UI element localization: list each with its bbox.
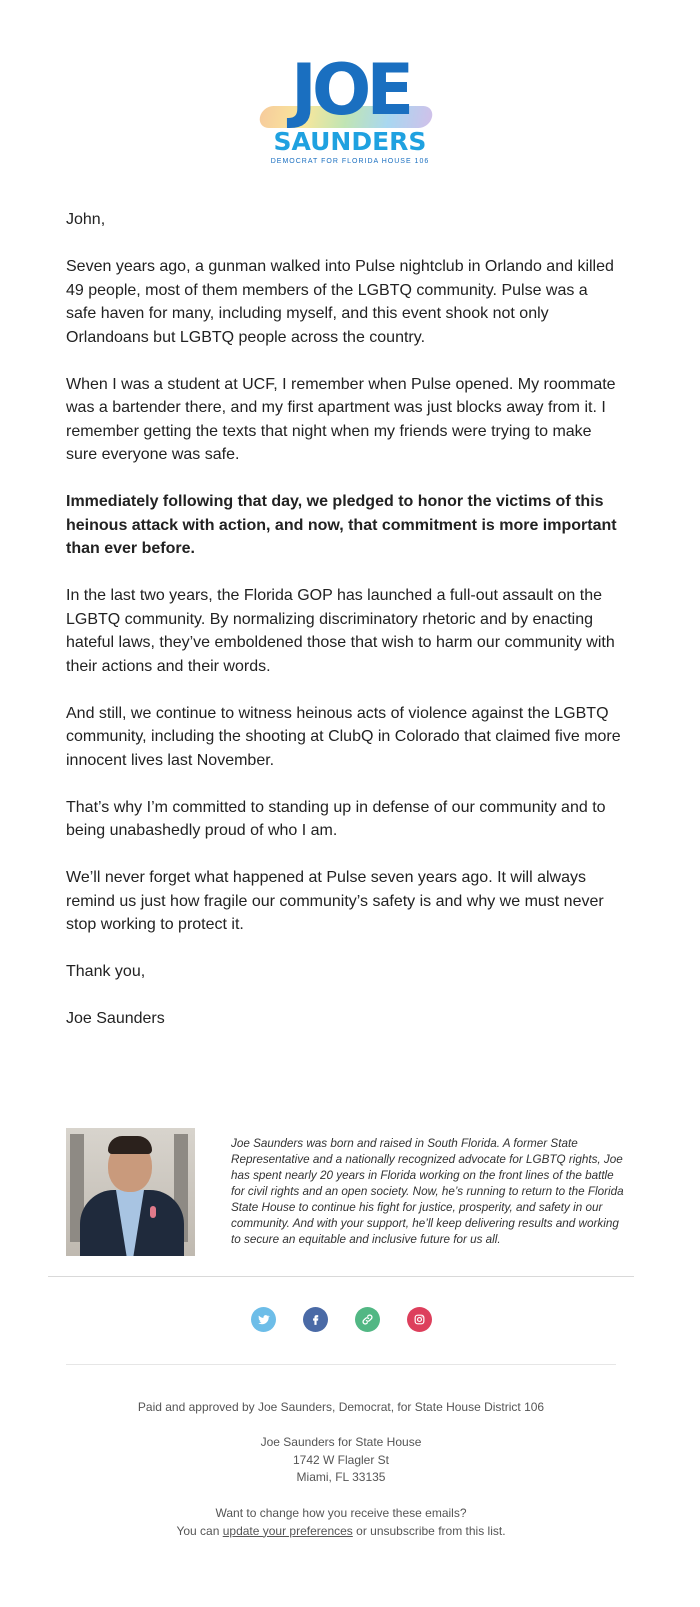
ribbon-pin xyxy=(150,1206,156,1218)
paragraph: In the last two years, the Florida GOP has launched a full-out assault on the LGBTQ community. By normalizing discriminatory rhetoric and by enacting hateful laws, they’ve emboldened those that wish to harm our community with their actions and their words. xyxy=(66,587,615,675)
paid-for-text: Paid and approved by Joe Saunders, Democrat, for State House District 106 xyxy=(137,1400,545,1414)
paragraph: When I was a student at UCF, I remember when Pulse opened. My roommate was a bartender there, and my first apartment was just blocks away from it. I remember getting the texts that night when my friends were trying to make sure everyone was safe. xyxy=(66,375,616,463)
paragraph-bold: Immediately following that day, we pledged to honor the victims of this heinous attack with action, and now, that commitment is more important than ever before. xyxy=(66,493,617,557)
logo-name-top: JOE xyxy=(290,49,410,131)
email-preferences xyxy=(66,1505,616,1540)
twitter-link[interactable] xyxy=(251,1307,276,1332)
preferences-question: Want to change how you receive these emails? xyxy=(215,1506,467,1520)
paragraph: Seven years ago, a gunman walked into Pulse nightclub in Orlando and killed 49 people, most of them members of the LGBTQ community. Pulse was a safe haven for many, including myself, and this event shook not only Orlandoans but LGBTQ people across the country. xyxy=(66,258,614,346)
signature: Joe Saunders xyxy=(66,1010,165,1027)
divider xyxy=(48,1276,634,1277)
preferences-line: You can update your preferences or unsubscribe from this list. xyxy=(176,1523,506,1538)
divider xyxy=(66,1364,616,1365)
candidate-bio: Joe Saunders was born and raised in South Florida. A former State Representative and a nationally recognized advocate for LGBTQ rights, Joe has spent nearly 20 years in Florida working on the front lines of the battle for civil rights and an open society. Now, he’s running to return to the Florida State House to continue his fight for justice, prosperity, and safety in our community. And with your support, he’ll keep delivering results and working to secure an equitable and inclusive future for us all. xyxy=(231,1137,624,1246)
candidate-photo xyxy=(66,1128,195,1256)
facebook-icon xyxy=(309,1313,322,1326)
address-org: Joe Saunders for State House xyxy=(260,1435,422,1449)
paragraph: That’s why I’m committed to standing up in defense of our community and to being unabashedly proud of who I am. xyxy=(66,798,606,839)
greeting: John, xyxy=(66,211,106,228)
social-links xyxy=(250,1307,450,1333)
update-preferences-link[interactable]: update your preferences xyxy=(222,1523,353,1538)
closing: Thank you, xyxy=(66,963,146,980)
address-street: 1742 W Flagler St xyxy=(292,1452,390,1467)
twitter-icon xyxy=(257,1313,270,1326)
campaign-logo xyxy=(240,50,460,180)
facebook-link[interactable] xyxy=(303,1307,328,1332)
website-link[interactable] xyxy=(355,1307,380,1332)
logo-tagline: DEMOCRAT FOR FLORIDA HOUSE 106 xyxy=(270,158,430,165)
logo-name-bottom: SAUNDERS xyxy=(273,127,427,156)
instagram-icon xyxy=(413,1313,426,1326)
email-letter xyxy=(66,208,622,1054)
address-city: Miami, FL 33135 xyxy=(296,1470,386,1484)
paragraph: We’ll never forget what happened at Pulse seven years ago. It will always remind us just how fragile our community’s safety is and why we must never stop working to protect it. xyxy=(66,869,604,933)
link-icon xyxy=(361,1313,374,1326)
paragraph: And still, we continue to witness heinous acts of violence against the LGBTQ community, including the shooting at ClubQ in Colorado that claimed five more innocent lives last November. xyxy=(66,704,621,769)
paid-for-disclaimer xyxy=(66,1399,616,1417)
mailing-address xyxy=(66,1434,616,1487)
instagram-link[interactable] xyxy=(407,1307,432,1332)
